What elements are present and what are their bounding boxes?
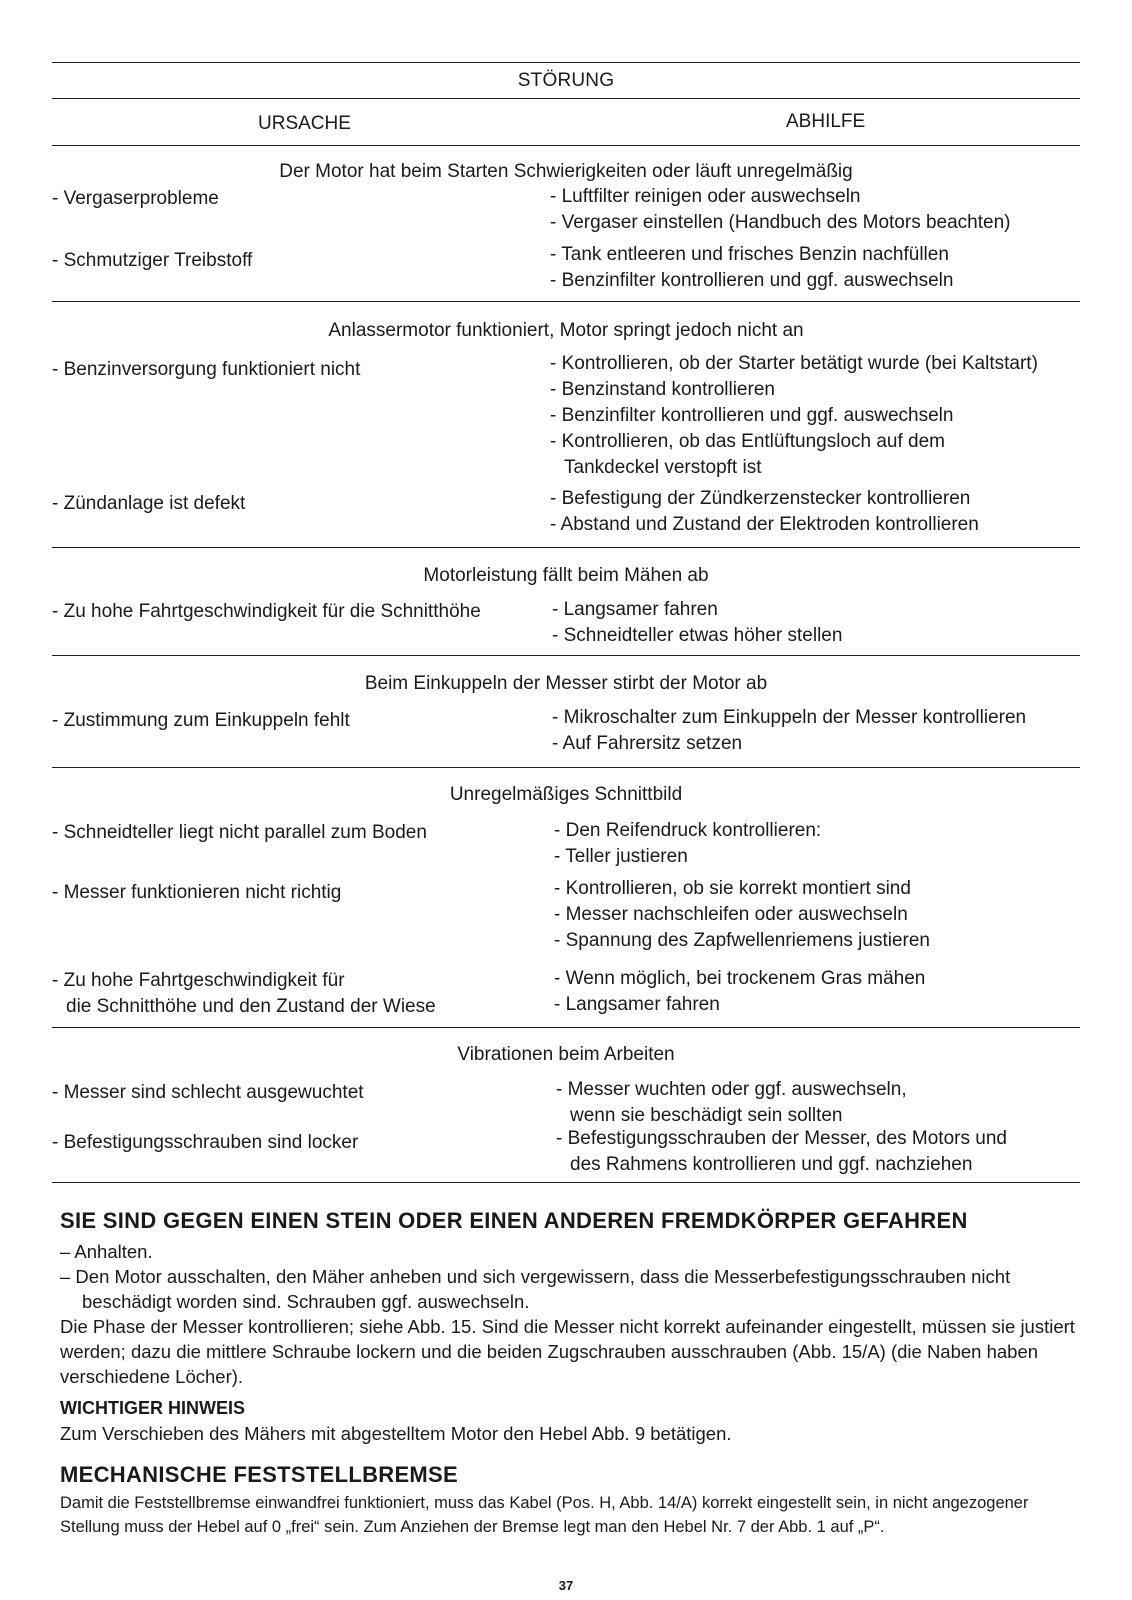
cause-text: - Zu hohe Fahrtgeschwindigkeit für die Schnitthöhe: [52, 601, 481, 622]
brake-text: Damit die Feststellbremse einwandfrei funktioniert, muss das Kabel (Pos. H, Abb. 14/A) korrekt eingestellt sein, in nicht angezogener Stellung muss der Hebel auf 0 „frei“ sein. Zum Anziehen der Bremse legt man den Hebel Nr. 7 der Abb. 1 auf „P“.: [60, 1494, 1029, 1536]
problem-title: Der Motor hat beim Starten Schwierigkeiten oder läuft unregelmäßig: [279, 161, 853, 182]
cause-text: - Vergaserprobleme: [52, 188, 219, 209]
table-title-rule: [52, 98, 1080, 99]
fix-text: - Wenn möglich, bei trockenem Gras mähen - Langsamer fahren: [554, 968, 926, 1015]
problem-title: Anlassermotor funktioniert, Motor springt jedoch nicht an: [328, 320, 804, 341]
problem-title: Motorleistung fällt beim Mähen ab: [423, 565, 709, 586]
cause-text: - Schneidteller liegt nicht parallel zum Boden: [52, 822, 427, 843]
cause-text: - Schmutziger Treibstoff: [52, 250, 253, 271]
cause-text: - Zündanlage ist defekt: [52, 493, 246, 514]
problem-title: Unregelmäßiges Schnittbild: [449, 784, 683, 805]
fix-text: - Luftfilter reinigen oder auswechseln - Vergaser einstellen (Handbuch des Motors beachten): [550, 186, 1011, 233]
list-item: – Anhalten.: [60, 1241, 153, 1262]
cause-text: - Zu hohe Fahrtgeschwindigkeit für die Schnitthöhe und den Zustand der Wiese: [52, 970, 436, 1017]
fix-text: - Befestigung der Zündkerzenstecker kontrollieren - Abstand und Zustand der Elektroden kontrollieren: [550, 488, 979, 535]
section-rule: [52, 301, 1080, 302]
column-header-cause: URSACHE: [258, 113, 351, 134]
notice-text: Zum Verschieben des Mähers mit abgestelltem Motor den Hebel Abb. 9 betätigen.: [60, 1423, 732, 1444]
table-bottom-rule: [52, 1182, 1080, 1183]
problem-title: Vibrationen beim Arbeiten: [457, 1044, 675, 1065]
section-rule: [52, 1027, 1080, 1028]
section-rule: [52, 767, 1080, 768]
cause-text: - Befestigungsschrauben sind locker: [52, 1132, 359, 1153]
section-rule: [52, 655, 1080, 656]
section-heading-stone: SIE SIND GEGEN EINEN STEIN ODER EINEN ANDEREN FREMDKÖRPER GEFAHREN: [60, 1208, 968, 1233]
cause-text: - Messer funktionieren nicht richtig: [52, 882, 342, 903]
fix-text: - Tank entleeren und frisches Benzin nachfüllen - Benzinfilter kontrollieren und ggf. auswechseln: [550, 244, 954, 291]
paragraph: Die Phase der Messer kontrollieren; siehe Abb. 15. Sind die Messer nicht korrekt aufeinander eingestellt, müssen sie justiert werden; dazu die mittlere Schraube lockern und die beiden Zugschrauben ausschrauben (Abb. 15/A) (die Naben haben verschiedene Löcher).: [60, 1316, 1075, 1387]
table-header-rule: [52, 145, 1080, 146]
fix-text: - Mikroschalter zum Einkuppeln der Messer kontrollieren - Auf Fahrersitz setzen: [552, 707, 1027, 754]
cause-text: - Messer sind schlecht ausgewuchtet: [52, 1082, 364, 1103]
list-item: – Den Motor ausschalten, den Mäher anheben und sich vergewissern, dass die Messerbefestigungsschrauben nicht beschädigt worden sind. Schrauben ggf. auswechseln.: [60, 1266, 1011, 1312]
section-heading-brake: MECHANISCHE FESTSTELLBREMSE: [60, 1462, 459, 1487]
problem-title: Beim Einkuppeln der Messer stirbt der Motor ab: [364, 673, 768, 694]
fix-text: - Messer wuchten oder ggf. auswechseln, wenn sie beschädigt sein sollten: [556, 1079, 907, 1126]
fix-text: - Befestigungsschrauben der Messer, des Motors und des Rahmens kontrollieren und ggf. nachziehen: [556, 1128, 1007, 1175]
table-title: STÖRUNG: [517, 70, 615, 91]
cause-text: - Zustimmung zum Einkuppeln fehlt: [52, 710, 350, 731]
section-heading-notice: WICHTIGER HINWEIS: [60, 1398, 245, 1418]
column-header-fix: ABHILFE: [786, 111, 866, 132]
fix-text: - Langsamer fahren - Schneidteller etwas höher stellen: [552, 599, 843, 646]
stone-instructions: [60, 1239, 1080, 1389]
fix-text: - Kontrollieren, ob der Starter betätigt wurde (bei Kaltstart) - Benzinstand kontrollieren - Benzinfilter kontrollieren und ggf. auswechseln - Kontrollieren, ob das Entlüftungsloch auf dem Tankdeckel verstopft ist: [550, 353, 1038, 478]
table-top-rule: [52, 62, 1080, 63]
fix-text: - Kontrollieren, ob sie korrekt montiert sind - Messer nachschleifen oder auswechseln - Spannung des Zapfwellenriemens justieren: [554, 878, 930, 951]
section-rule: [52, 547, 1080, 548]
cause-text: - Benzinversorgung funktioniert nicht: [52, 359, 361, 380]
page-number: 37: [558, 1578, 574, 1593]
fix-text: - Den Reifendruck kontrollieren: - Teller justieren: [554, 820, 822, 867]
